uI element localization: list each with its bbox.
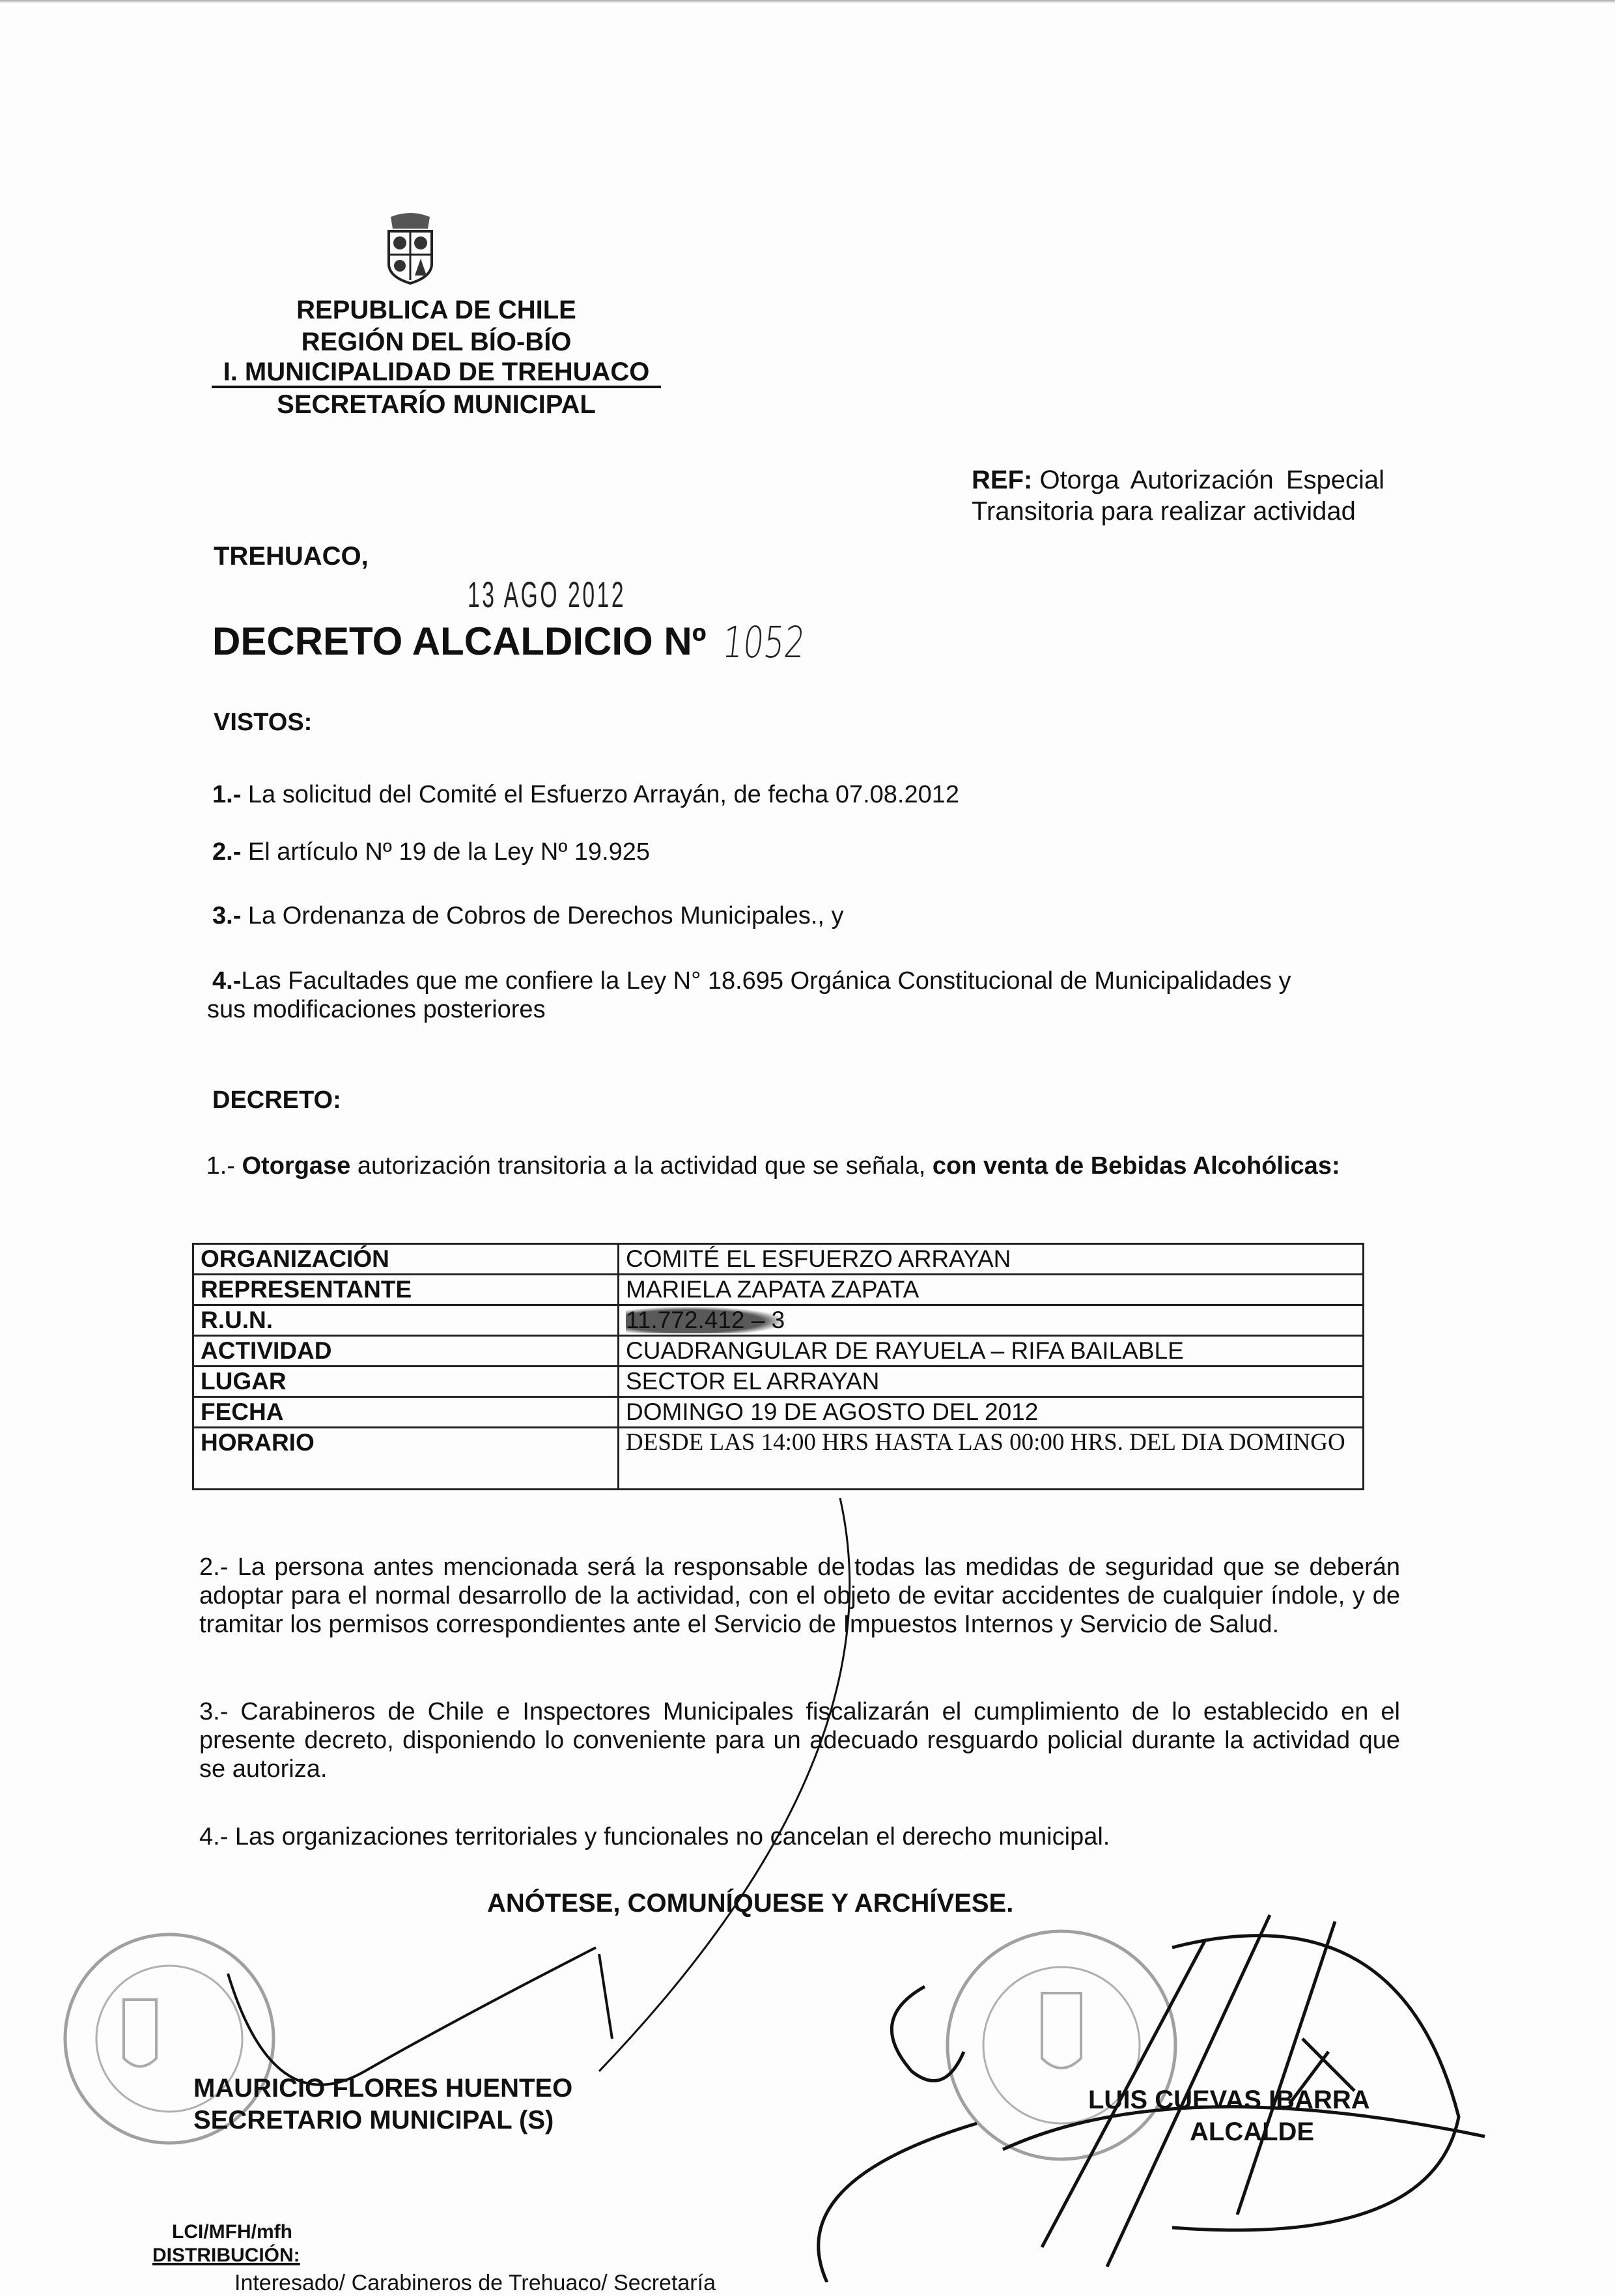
- row-value: SECTOR EL ARRAYAN: [619, 1367, 1364, 1397]
- item-number: 3.-: [212, 902, 242, 929]
- table-row: [193, 1305, 1364, 1336]
- vistos-item-3: [212, 901, 844, 930]
- vistos-item-4-cont: sus modificaciones posteriores: [207, 996, 546, 1023]
- row-value: DESDE LAS 14:00 HRS HASTA LAS 00:00 HRS. DEL DIA DOMINGO: [619, 1428, 1364, 1490]
- closing-formula: ANÓTESE, COMUNÍQUESE Y ARCHÍVESE.: [487, 1889, 1014, 1918]
- vistos-item-1: [212, 780, 959, 809]
- date-stamp: 13 AGO 2012: [468, 574, 626, 615]
- header-region: REGIÓN DEL BÍO-BÍO: [301, 328, 572, 356]
- row-value: DOMINGO 19 DE AGOSTO DEL 2012: [619, 1397, 1364, 1428]
- item-number: 1.-: [212, 781, 242, 808]
- secretary-title: SECRETARIO MUNICIPAL (S): [193, 2106, 554, 2134]
- run-value-redacted: 11.772.412 – 3: [626, 1307, 785, 1333]
- row-label: ORGANIZACIÓN: [193, 1244, 619, 1275]
- header-secretary: SECRETARÍO MUNICIPAL: [277, 390, 596, 419]
- row-label: FECHA: [193, 1397, 619, 1428]
- place: TREHUACO,: [214, 542, 369, 571]
- row-value-cell: [619, 1305, 1364, 1336]
- table-row: [193, 1244, 1364, 1275]
- decreto-heading: DECRETO:: [212, 1086, 341, 1114]
- vistos-item-2: [212, 838, 650, 866]
- decreto-paragraph-3: 3.- Carabineros de Chile e Inspectores Municipales fiscalizarán el cumplimiento de lo establecido en el presente decreto, disponiendo lo conveniente para un adecuado resguardo policial durante la actividad que se autoriza.: [199, 1698, 1400, 1783]
- coat-of-arms-logo: [381, 212, 440, 285]
- decreto-paragraph-2: 2.- La persona antes mencionada será la responsable de todas las medidas de seguridad que se deberán adoptar para el normal desarrollo de la actividad, con el objeto de evitar accidentes de cualquier índole, y de tramitar los permisos correspondientes ante el Servicio de Impuestos Internos y Servicio de Salud.: [199, 1553, 1400, 1638]
- ref-label: REF:: [972, 466, 1033, 494]
- table-row: [193, 1367, 1364, 1397]
- decree-title: DECRETO ALCALDICIO Nº: [212, 619, 707, 663]
- ref-text-1: Otorga Autorización Especial: [1039, 466, 1385, 494]
- ref-text-2: Transitoria para realizar actividad: [972, 497, 1356, 526]
- table-row: [193, 1397, 1364, 1428]
- row-value: CUADRANGULAR DE RAYUELA – RIFA BAILABLE: [619, 1336, 1364, 1367]
- item-text: Las Facultades que me confiere la Ley N° 18.695 Orgánica Constitucional de Municipalidades y: [241, 967, 1291, 995]
- decree-number-handwritten: 1052: [720, 617, 808, 668]
- row-label: R.U.N.: [193, 1305, 619, 1336]
- vistos-heading: VISTOS:: [214, 709, 313, 736]
- decreto-paragraph-1: [199, 1152, 1400, 1180]
- bold-text: Otorgase: [242, 1152, 351, 1180]
- item-text: La Ordenanza de Cobros de Derechos Municipales., y: [241, 902, 844, 929]
- row-label: ACTIVIDAD: [193, 1336, 619, 1367]
- distribution-heading: DISTRIBUCIÓN:: [152, 2245, 300, 2266]
- activity-table: [192, 1243, 1364, 1490]
- header-republic: REPUBLICA DE CHILE: [296, 296, 576, 324]
- scan-edge: [0, 0, 1615, 3]
- mayor-stamp: [938, 1921, 1185, 2169]
- row-label: HORARIO: [193, 1428, 619, 1490]
- row-label: LUGAR: [193, 1367, 619, 1397]
- table-row: [193, 1428, 1364, 1490]
- bold-text: con venta de Bebidas Alcohólicas:: [932, 1152, 1340, 1180]
- initials: LCI/MFH/mfh: [172, 2221, 292, 2243]
- distribution-line: Interesado/ Carabineros de Trehuaco/ Secretaría: [234, 2271, 716, 2295]
- decreto-paragraph-4: 4.- Las organizaciones territoriales y funcionales no cancelan el derecho municipal.: [199, 1823, 1110, 1850]
- row-value: COMITÉ EL ESFUERZO ARRAYAN: [619, 1244, 1364, 1275]
- row-label: REPRESENTANTE: [193, 1275, 619, 1305]
- ref-line-1: [972, 466, 1384, 494]
- table-row: [193, 1336, 1364, 1367]
- item-text: autorización transitoria a la actividad que se señala,: [350, 1152, 933, 1180]
- table-row: [193, 1275, 1364, 1305]
- secretary-name: MAURICIO FLORES HUENTEO: [193, 2074, 573, 2103]
- item-number: 1.-: [206, 1152, 235, 1180]
- mayor-title: ALCALDE: [1190, 2118, 1315, 2146]
- row-value: MARIELA ZAPATA ZAPATA: [619, 1275, 1364, 1305]
- item-text: La solicitud del Comité el Esfuerzo Arrayán, de fecha 07.08.2012: [241, 781, 960, 808]
- item-text: El artículo Nº 19 de la Ley Nº 19.925: [241, 838, 651, 866]
- mayor-name: LUIS CUEVAS IBARRA: [1088, 2086, 1370, 2114]
- item-number: 4.-: [212, 967, 242, 995]
- vistos-item-4: [212, 967, 1291, 995]
- header-municipality: I. MUNICIPALIDAD DE TREHUACO: [212, 358, 661, 388]
- item-number: 2.-: [212, 838, 242, 866]
